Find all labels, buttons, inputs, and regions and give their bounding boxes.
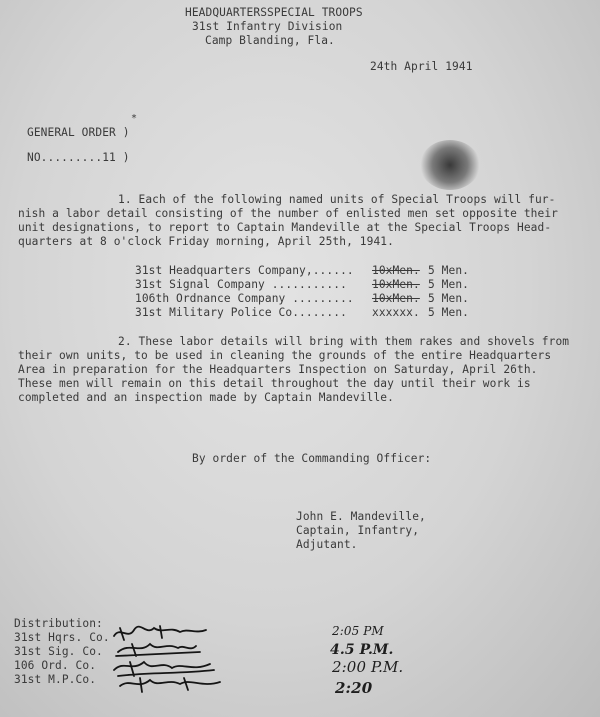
unit-row-name: 31st Military Police Co........ (135, 306, 347, 319)
unit-row-men: 5 Men. (428, 264, 470, 277)
paragraph-1-line-3: unit designations, to report to Captain Mandeville at the Special Troops Head- (18, 221, 552, 234)
unit-row-struck-count: xxxxxx. (372, 306, 420, 319)
unit-row-struck-count: 10xMen. (372, 264, 420, 277)
unit-row-struck-count: 10xMen. (372, 292, 420, 305)
paragraph-2-line-2: their own units, to be used in cleaning the grounds of the entire Headquarters (18, 349, 552, 362)
paragraph-1-line-4: quarters at 8 o'clock Friday morning, April 25th, 1941. (18, 235, 394, 248)
signature-title: Adjutant. (296, 538, 358, 551)
unit-row-name: 106th Ordnance Company ......... (135, 292, 354, 305)
unit-row-name: 31st Headquarters Company,...... (135, 264, 354, 277)
handwritten-time: 2:00 P.M. (332, 658, 404, 676)
asterisk-mark: * (131, 113, 138, 124)
signature-name: John E. Mandeville, (296, 510, 426, 523)
unit-row-name: 31st Signal Company ........... (135, 278, 347, 291)
paragraph-2-line-3: Area in preparation for the Headquarters Inspection on Saturday, April 26th. (18, 363, 538, 376)
unit-row-men: 5 Men. (428, 278, 470, 291)
unit-row-struck-count: 10xMen. (372, 278, 420, 291)
distribution-row: 31st Hqrs. Co. (14, 631, 110, 644)
header-line-3: Camp Blanding, Fla. (205, 34, 335, 47)
document-date: 24th April 1941 (370, 60, 473, 73)
handwritten-time: 2:05 PM (332, 624, 384, 638)
handwritten-signatures (110, 622, 240, 694)
handwritten-time: 2:20 (335, 679, 373, 697)
unit-row-men: 5 Men. (428, 306, 470, 319)
paragraph-1-line-2: nish a labor detail consisting of the number of enlisted men set opposite their (18, 207, 558, 220)
general-order-label: GENERAL ORDER ) (27, 126, 130, 139)
signature-rank: Captain, Infantry, (296, 524, 420, 537)
distribution-row: 31st Sig. Co. (14, 645, 103, 658)
header-line-2: 31st Infantry Division (192, 20, 343, 33)
handwritten-time: 4.5 P.M. (330, 642, 394, 658)
by-order-line: By order of the Commanding Officer: (192, 452, 432, 465)
order-number-label: NO.........11 ) (27, 151, 130, 164)
header-line-1: HEADQUARTERSSPECIAL TROOPS (185, 6, 363, 19)
distribution-label: Distribution: (14, 617, 103, 630)
distribution-row: 106 Ord. Co. (14, 659, 97, 672)
paragraph-1-line-1: 1. Each of the following named units of Special Troops will fur- (118, 193, 556, 206)
distribution-row: 31st M.P.Co. (14, 673, 97, 686)
paragraph-2-line-5: completed and an inspection made by Captain Mandeville. (18, 391, 394, 404)
unit-row-men: 5 Men. (428, 292, 470, 305)
ink-smudge (420, 140, 480, 190)
paragraph-2-line-4: These men will remain on this detail throughout the day until their work is (18, 377, 531, 390)
paragraph-2-line-1: 2. These labor details will bring with them rakes and shovels from (118, 335, 570, 348)
